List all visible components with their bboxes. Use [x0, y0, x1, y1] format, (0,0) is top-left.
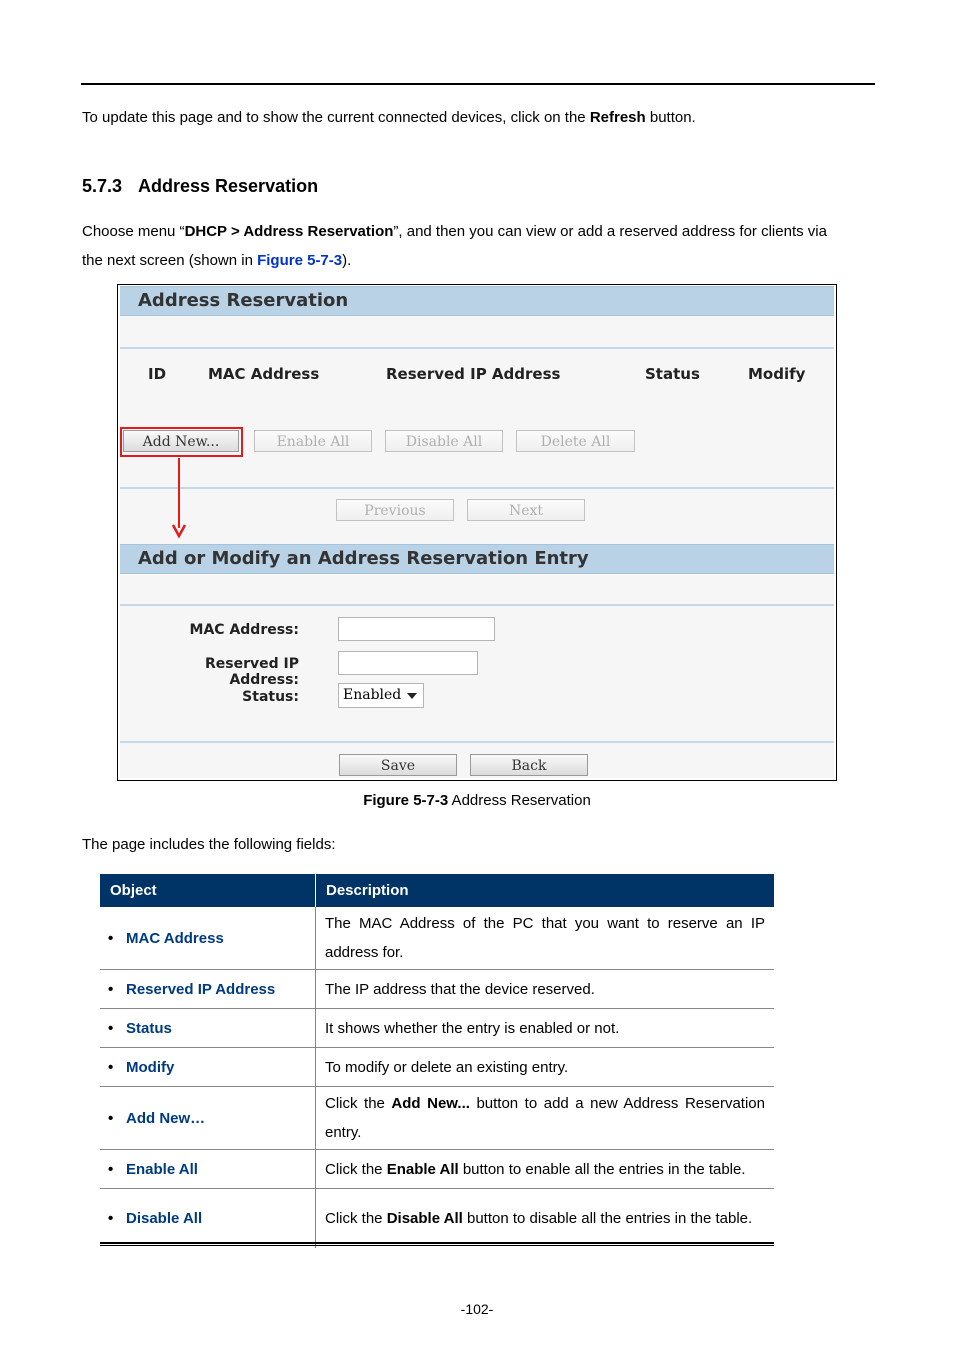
description-cell: The IP address that the device reserved.: [316, 970, 775, 1009]
address-reservation-screenshot: [117, 284, 837, 781]
add-new-highlight: [120, 427, 243, 457]
title-bar: [120, 286, 834, 316]
table-row: [100, 1087, 774, 1150]
column-mac: MAC Address: [208, 365, 320, 383]
description-cell: To modify or delete an existing entry.: [316, 1048, 775, 1087]
status-select[interactable]: [338, 683, 424, 708]
table-header-row: [100, 874, 774, 907]
table-bottom-rule: [100, 1242, 774, 1244]
status-label: Status:: [242, 689, 299, 705]
fields-table: [100, 874, 774, 1248]
object-cell: • Enable All: [100, 1150, 316, 1189]
next-button[interactable]: Next: [467, 499, 585, 521]
description-cell: Click the Add New... button to add a new Address Reservation entry.: [316, 1087, 775, 1150]
section-heading: 5.7.3 Address Reservation: [82, 176, 319, 196]
add-new-button[interactable]: Add New...: [123, 430, 239, 452]
header-object: Object: [100, 874, 316, 907]
description-cell: Click the Enable All button to enable all the entries in the table.: [316, 1150, 775, 1189]
form-title-bar: [120, 544, 834, 574]
enable-all-button[interactable]: Enable All: [254, 430, 372, 452]
save-button[interactable]: Save: [339, 754, 457, 776]
reserved-ip-input[interactable]: [338, 651, 478, 675]
page-number: -102-: [460, 1301, 494, 1317]
body-paragraph-line1: Choose menu “DHCP > Address Reservation”, and then you can view or add a reserved address for clients via: [82, 223, 827, 240]
table-row: [100, 970, 774, 1009]
delete-all-button[interactable]: Delete All: [516, 430, 635, 452]
table-row: [100, 1048, 774, 1087]
form-title: Add or Modify an Address Reservation Entry: [138, 548, 589, 569]
object-cell: • Modify: [100, 1048, 316, 1087]
mac-address-label: MAC Address:: [189, 622, 299, 638]
header-rule: [81, 83, 875, 85]
table-row: [100, 1150, 774, 1189]
status-select-value: Enabled: [343, 687, 402, 703]
object-cell: • Status: [100, 1009, 316, 1048]
reserved-ip-label: Reserved IP Address:: [205, 656, 299, 688]
object-cell: • Disable All: [100, 1189, 316, 1248]
disable-all-button[interactable]: Disable All: [385, 430, 503, 452]
back-button[interactable]: Back: [470, 754, 588, 776]
header-description: Description: [316, 874, 775, 907]
body-paragraph-line2: the next screen (shown in Figure 5-7-3).: [82, 252, 352, 269]
object-cell: • Add New…: [100, 1087, 316, 1150]
table-row: [100, 1009, 774, 1048]
mac-address-input[interactable]: [338, 617, 495, 641]
description-cell: Click the Disable All button to disable all the entries in the table.: [325, 1209, 753, 1227]
column-status: Status: [645, 365, 700, 383]
figure-link[interactable]: Figure 5-7-3: [257, 252, 343, 269]
object-cell: • MAC Address: [100, 907, 316, 970]
separator: [120, 741, 834, 743]
intro-paragraph: To update this page and to show the current connected devices, click on the Refresh button.: [82, 109, 696, 126]
panel-title: Address Reservation: [138, 290, 349, 311]
pointer-arrow-line: [178, 458, 180, 528]
table-row: [100, 907, 774, 970]
table-bottom-rule: [100, 1245, 774, 1246]
column-id: ID: [148, 365, 167, 383]
separator: [120, 487, 834, 489]
separator: [120, 604, 834, 606]
chevron-down-icon: [407, 693, 417, 699]
figure-caption: Figure 5-7-3 Address Reservation: [363, 792, 591, 809]
description-cell: The MAC Address of the PC that you want to reserve an IP address for.: [316, 907, 775, 970]
arrow-down-icon: [171, 523, 187, 539]
column-reserved-ip: Reserved IP Address: [386, 365, 561, 383]
fields-intro: The page includes the following fields:: [82, 836, 336, 853]
object-cell: • Reserved IP Address: [100, 970, 316, 1009]
table-row: [100, 1189, 774, 1248]
column-modify: Modify: [748, 365, 806, 383]
separator: [120, 347, 834, 349]
description-cell: It shows whether the entry is enabled or not.: [316, 1009, 775, 1048]
previous-button[interactable]: Previous: [336, 499, 454, 521]
